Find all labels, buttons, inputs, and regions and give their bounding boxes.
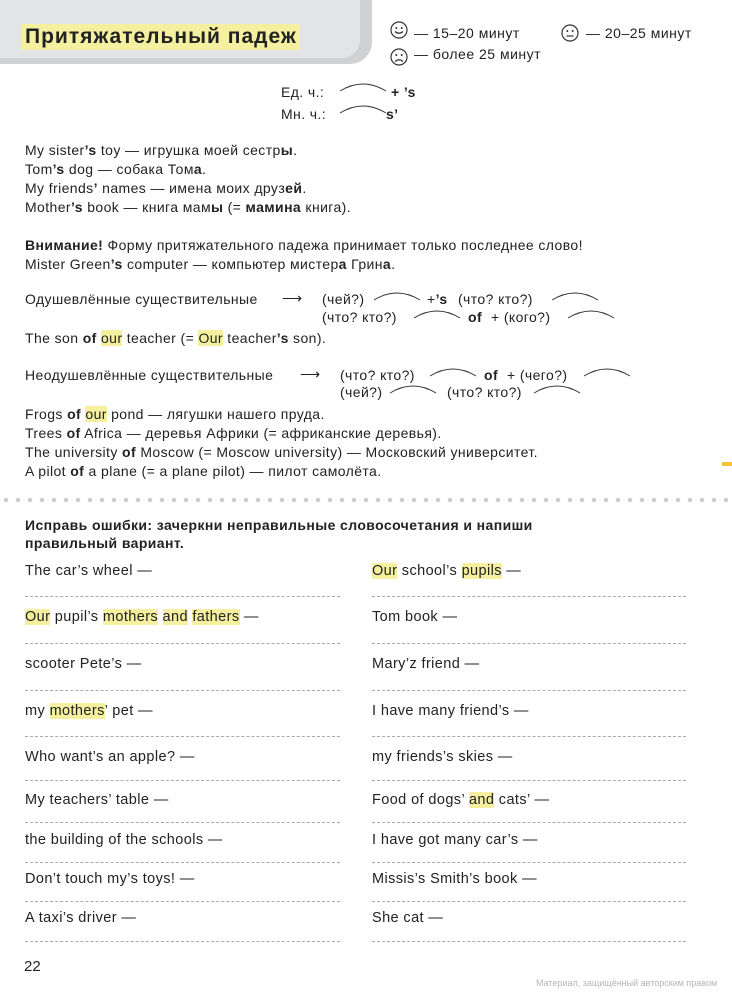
exercise-item: Our pupil’s mothers and fathers —	[25, 609, 259, 625]
answer-line[interactable]	[372, 690, 686, 691]
answer-line[interactable]	[372, 901, 686, 902]
exercise-item: A taxi’s driver —	[25, 910, 137, 926]
arc-icon	[338, 102, 388, 116]
exercise-item: Mary’z friend —	[372, 656, 480, 672]
singular-label: Ед. ч.:	[281, 84, 325, 100]
example-line: The university of Moscow (= Moscow university) — Московский университет.	[25, 444, 538, 460]
answer-line[interactable]	[25, 901, 340, 902]
legend-text-3: — более 25 минут	[414, 46, 542, 62]
answer-line[interactable]	[372, 941, 686, 942]
scheme-text: of	[484, 367, 499, 383]
attention-example: Mister Green’s computer — компьютер мистера Грина.	[25, 256, 396, 272]
exercise-item: the building of the schools —	[25, 832, 223, 848]
scheme-text: (что? кто?)	[340, 367, 415, 383]
page-edge-marker	[722, 462, 732, 466]
exercise-item: scooter Pete’s —	[25, 656, 142, 672]
legend-text-1: — 15–20 минут	[414, 25, 520, 41]
scheme-text: + (кого?)	[491, 309, 551, 325]
attention-note: Внимание! Форму притяжательного падежа принимает только последнее слово!	[25, 237, 583, 253]
arc-icon	[388, 382, 438, 396]
dotted-divider	[0, 497, 732, 503]
answer-line[interactable]	[25, 862, 340, 863]
neutral-face-icon	[561, 24, 579, 42]
answer-line[interactable]	[25, 941, 340, 942]
answer-line[interactable]	[372, 643, 686, 644]
plural-label: Мн. ч.:	[281, 106, 327, 122]
answer-line[interactable]	[372, 596, 686, 597]
exercise-item: Food of dogs’ and cats’ —	[372, 792, 550, 808]
singular-suffix: + ’s	[391, 84, 416, 100]
example-line: Frogs of our pond — лягушки нашего пруда.	[25, 406, 325, 422]
plural-suffix: s’	[386, 106, 399, 122]
answer-line[interactable]	[25, 690, 340, 691]
exercise-item: My teachers’ table —	[25, 792, 169, 808]
inanimate-label: Неодушевлённые существительные	[25, 367, 274, 383]
answer-line[interactable]	[25, 822, 340, 823]
arc-icon	[372, 289, 422, 303]
exercise-item: Missis’s Smith’s book —	[372, 871, 537, 887]
exercise-item: The car’s wheel —	[25, 563, 153, 579]
answer-line[interactable]	[25, 780, 340, 781]
exercise-item: my friends’s skies —	[372, 749, 513, 765]
example-line: A pilot of a plane (= a plane pilot) — пилот самолёта.	[25, 463, 382, 479]
exercise-item: Who want’s an apple? —	[25, 749, 195, 765]
answer-line[interactable]	[25, 736, 340, 737]
example-line: Trees of Africa — деревья Африки (= африканские деревья).	[25, 425, 442, 441]
answer-line[interactable]	[372, 862, 686, 863]
watermark: Материал, защищённый авторским правом	[536, 978, 718, 988]
smile-face-icon	[390, 21, 408, 39]
scheme-text: (чей?)	[340, 384, 383, 400]
animate-label: Одушевлённые существительные	[25, 291, 258, 307]
arc-icon	[532, 382, 582, 396]
example-line: Tom’s dog — собака Тома.	[25, 161, 207, 177]
legend-text-2: — 20–25 минут	[586, 25, 692, 41]
page-title: Притяжательный падеж	[22, 24, 300, 50]
answer-line[interactable]	[372, 736, 686, 737]
arrow-right-icon: ⟶	[282, 290, 303, 306]
scheme-text: (что? кто?)	[322, 309, 397, 325]
answer-line[interactable]	[372, 822, 686, 823]
exercise-instruction: правильный вариант.	[25, 535, 185, 551]
scheme-text: (чей?)	[322, 291, 365, 307]
scheme-text: (что? кто?)	[458, 291, 533, 307]
arc-icon	[550, 289, 600, 303]
exercise-item: Don’t touch my’s toys! —	[25, 871, 195, 887]
exercise-item: my mothers’ pet —	[25, 703, 153, 719]
arc-icon	[428, 365, 478, 379]
exercise-item: Tom book —	[372, 609, 458, 625]
exercise-item: Our school’s pupils —	[372, 563, 522, 579]
exercise-instruction: Исправь ошибки: зачеркни неправильные словосочетания и напиши	[25, 517, 533, 533]
example-line: My friends’ names — имена моих друзей.	[25, 180, 307, 196]
answer-line[interactable]	[372, 780, 686, 781]
exercise-item: I have got many car’s —	[372, 832, 538, 848]
exercise-item: I have many friend’s —	[372, 703, 529, 719]
example-line: The son of our teacher (= Our teacher’s son).	[25, 330, 327, 346]
title-tab	[0, 0, 372, 64]
page-number: 22	[24, 958, 41, 975]
scheme-text: + (чего?)	[507, 367, 568, 383]
arc-icon	[566, 307, 616, 321]
scheme-text: (что? кто?)	[447, 384, 522, 400]
arc-icon	[582, 365, 632, 379]
answer-line[interactable]	[25, 643, 340, 644]
example-line: My sister’s toy — игрушка моей сестры.	[25, 142, 298, 158]
example-line: Mother’s book — книга мамы (= мамина книга).	[25, 199, 352, 215]
arc-icon	[338, 80, 388, 94]
scheme-text: +’s	[427, 291, 448, 307]
answer-line[interactable]	[25, 596, 340, 597]
arc-icon	[412, 307, 462, 321]
scheme-text: of	[468, 309, 483, 325]
exercise-item: She cat —	[372, 910, 444, 926]
sad-face-icon	[390, 48, 408, 66]
arrow-right-icon: ⟶	[300, 366, 321, 382]
